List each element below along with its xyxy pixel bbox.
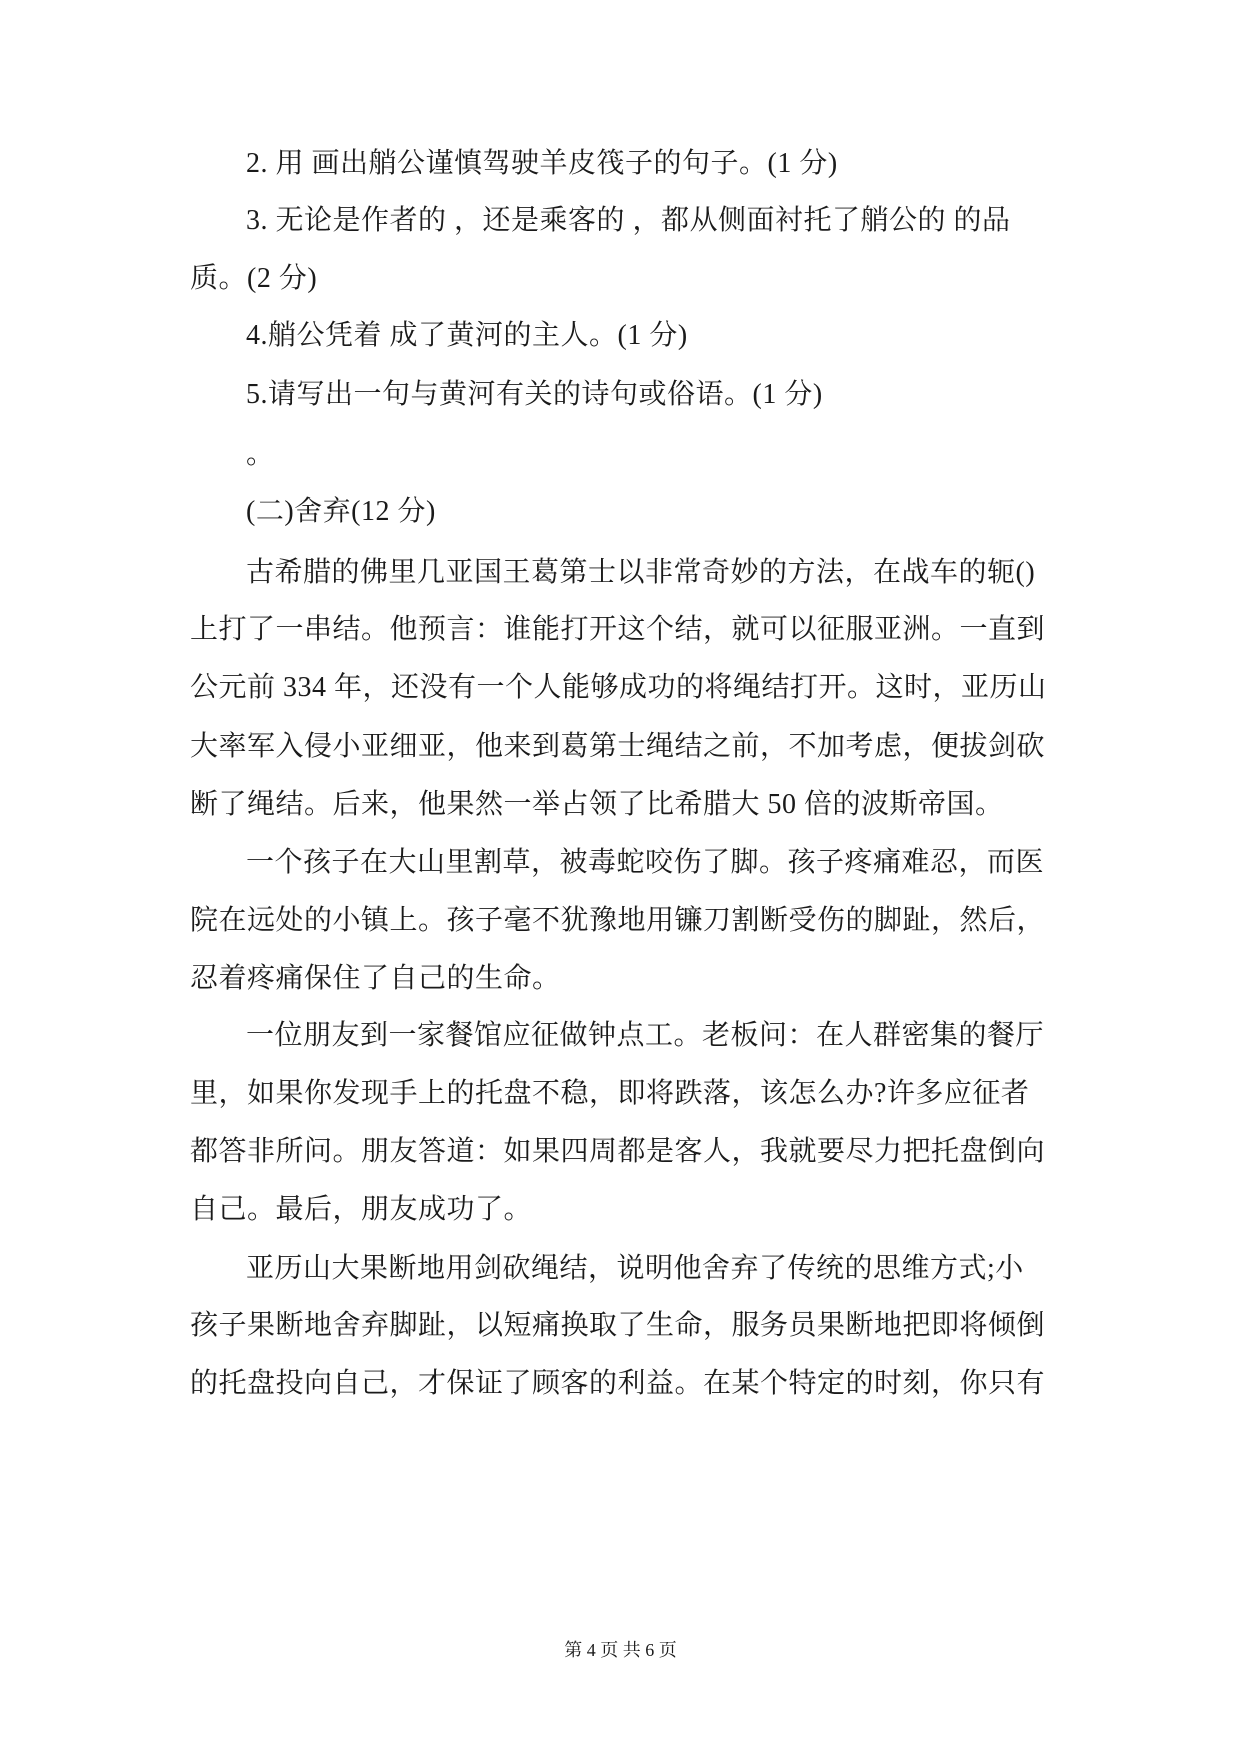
passage-p2-line: 一个孩子在大山里割草，被毒蛇咬伤了脚。孩子疼痛难忍，而医 — [246, 847, 1045, 878]
passage-p1-line: 古希腊的佛里几亚国王葛第士以非常奇妙的方法，在战车的轭() — [246, 557, 1036, 588]
section-title: (二)舍弃(12 分) — [246, 496, 436, 527]
passage-p3-line: 都答非所问。朋友答道：如果四周都是客人，我就要尽力把托盘倒向 — [190, 1136, 1046, 1167]
passage-p1-line: 公元前 334 年，还没有一个人能够成功的将绳结打开。这时，亚历山 — [190, 672, 1047, 703]
question-5: 5.请写出一句与黄河有关的诗句或俗语。(1 分) — [246, 379, 823, 410]
question-3-line-1: 3. 无论是作者的 ，还是乘客的 ，都从侧面衬托了艄公的 的品 — [246, 205, 1011, 236]
passage-p3-line: 一位朋友到一家餐馆应征做钟点工。老板问：在人群密集的餐厅 — [246, 1020, 1045, 1051]
passage-p4-line: 亚历山大果断地用剑砍绳结，说明他舍弃了传统的思维方式;小 — [246, 1253, 1024, 1284]
passage-p3-line: 自己。最后，朋友成功了。 — [190, 1194, 533, 1225]
passage-p2-line: 忍着疼痛保住了自己的生命。 — [190, 963, 561, 994]
passage-p4-line: 孩子果断地舍弃脚趾，以短痛换取了生命，服务员果断地把即将倾倒 — [190, 1310, 1046, 1341]
answer-blank-end: 。 — [246, 439, 275, 470]
passage-p4-line: 的托盘投向自己，才保证了顾客的利益。在某个特定的时刻，你只有 — [190, 1368, 1046, 1399]
question-3-line-2: 质。(2 分) — [190, 263, 318, 294]
question-4: 4.艄公凭着 成了黄河的主人。(1 分) — [246, 320, 688, 351]
page-number-footer: 第 4 页 共 6 页 — [564, 1640, 677, 1660]
passage-p1-line: 大率军入侵小亚细亚，他来到葛第士绳结之前，不加考虑，便拔剑砍 — [190, 731, 1046, 762]
question-2: 2. 用 画出艄公谨慎驾驶羊皮筏子的句子。(1 分) — [246, 148, 838, 179]
passage-p1-line: 上打了一串结。他预言：谁能打开这个结，就可以征服亚洲。一直到 — [190, 614, 1046, 645]
passage-p1-line: 断了绳结。后来，他果然一举占领了比希腊大 50 倍的波斯帝国。 — [190, 789, 1004, 820]
passage-p2-line: 院在远处的小镇上。孩子毫不犹豫地用镰刀割断受伤的脚趾，然后， — [190, 905, 1046, 936]
passage-p3-line: 里，如果你发现手上的托盘不稳，即将跌落，该怎么办?许多应征者 — [190, 1078, 1030, 1109]
